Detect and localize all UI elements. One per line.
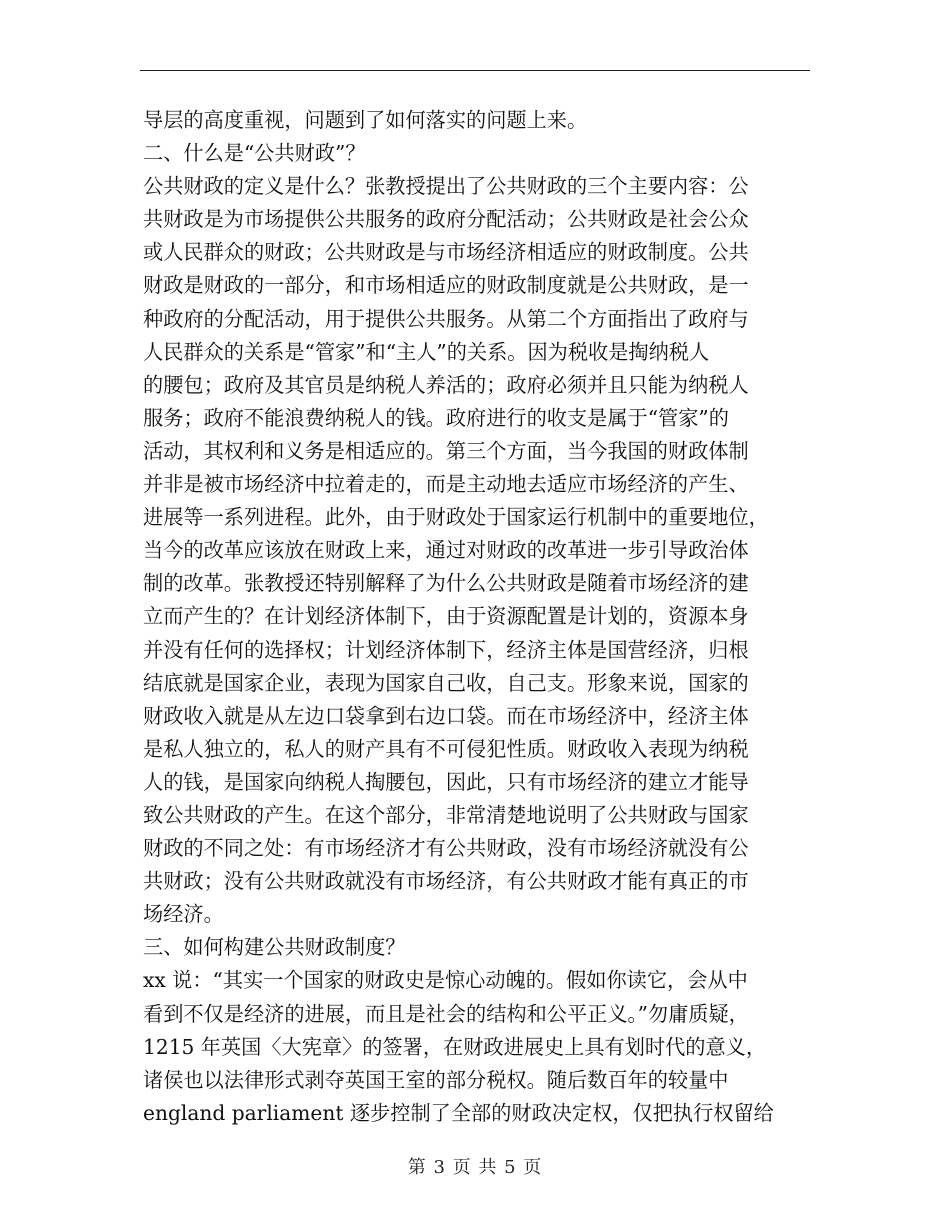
text-line: 立而产生的？在计划经济体制下，由于资源配置是计划的，资源本身 [143,604,749,629]
text-line: 制的改革。张教授还特别解释了为什么公共财政是随着市场经济的建 [143,571,749,596]
text-line: 场经济。 [143,902,224,927]
text-line: 服务；政府不能浪费纳税人的钱。政府进行的收支是属于“管家”的 [143,405,729,430]
text-line: 或人民群众的财政；公共财政是与市场经济相适应的财政制度。公共 [143,240,749,265]
text-line: 种政府的分配活动，用于提供公共服务。从第二个方面指出了政府与 [143,306,749,331]
text-line: 的腰包；政府及其官员是纳税人养活的；政府必须并且只能为纳税人 [143,372,749,397]
text-line: 财政是财政的一部分，和市场相适应的财政制度就是公共财政，是一 [143,273,749,298]
text-line: 公共财政的定义是什么？张教授提出了公共财政的三个主要内容：公 [143,174,749,199]
text-line: 活动，其权利和义务是相适应的。第三个方面，当今我国的财政体制 [143,438,749,463]
text-line: 共财政；没有公共财政就没有市场经济，有公共财政才能有真正的市 [143,869,749,894]
text-line: 当今的改革应该放在财政上来，通过对财政的改革进一步引导政治体 [143,538,749,563]
text-line: 进展等一系列进程。此外，由于财政处于国家运行机制中的重要地位， [143,505,769,530]
text-line: 并非是被市场经济中拉着走的，而是主动地去适应市场经济的产生、 [143,472,749,497]
text-line: 1215 年英国〈大宪章〉的签署，在财政进展史上具有划时代的意义， [143,1034,767,1059]
text-line: 财政收入就是从左边口袋拿到右边口袋。而在市场经济中，经济主体 [143,703,749,728]
section-heading: 二、什么是“公共财政”？ [143,141,366,166]
text-line: 看到不仅是经济的进展，而且是社会的结构和公平正义。”勿庸质疑， [143,1001,749,1026]
document-body [143,104,813,1130]
text-line: 人民群众的关系是“管家”和“主人”的关系。因为税收是掏纳税人 [143,339,710,364]
text-line: 并没有任何的选择权；计划经济体制下，经济主体是国营经济，归根 [143,637,749,662]
text-line: 共财政是为市场提供公共服务的政府分配活动；公共财政是社会公众 [143,207,749,232]
header-rule [140,70,810,71]
text-line: 结底就是国家企业，表现为国家自己收，自己支。形象来说，国家的 [143,670,749,695]
text-line: xx 说：“其实一个国家的财政史是惊心动魄的。假如你读它，会从中 [143,968,748,993]
text-line: 诸侯也以法律形式剥夺英国王室的部分税权。随后数百年的较量中 [143,1067,729,1092]
text-line: 人的钱，是国家向纳税人掏腰包，因此，只有市场经济的建立才能导 [143,769,749,794]
text-line: 财政的不同之处：有市场经济才有公共财政，没有市场经济就没有公 [143,836,749,861]
text-line: 导层的高度重视，问题到了如何落实的问题上来。 [143,108,588,132]
section-heading: 三、如何构建公共财政制度？ [143,935,406,960]
text-line: 是私人独立的，私人的财产具有不可侵犯性质。财政收入表现为纳税 [143,736,749,761]
text-line: 致公共财政的产生。在这个部分，非常清楚地说明了公共财政与国家 [143,802,749,827]
page-number-footer: 第 3 页 共 5 页 [407,1157,543,1178]
text-line: england parliament 逐步控制了全部的财政决定权，仅把执行权留给 [143,1100,774,1125]
